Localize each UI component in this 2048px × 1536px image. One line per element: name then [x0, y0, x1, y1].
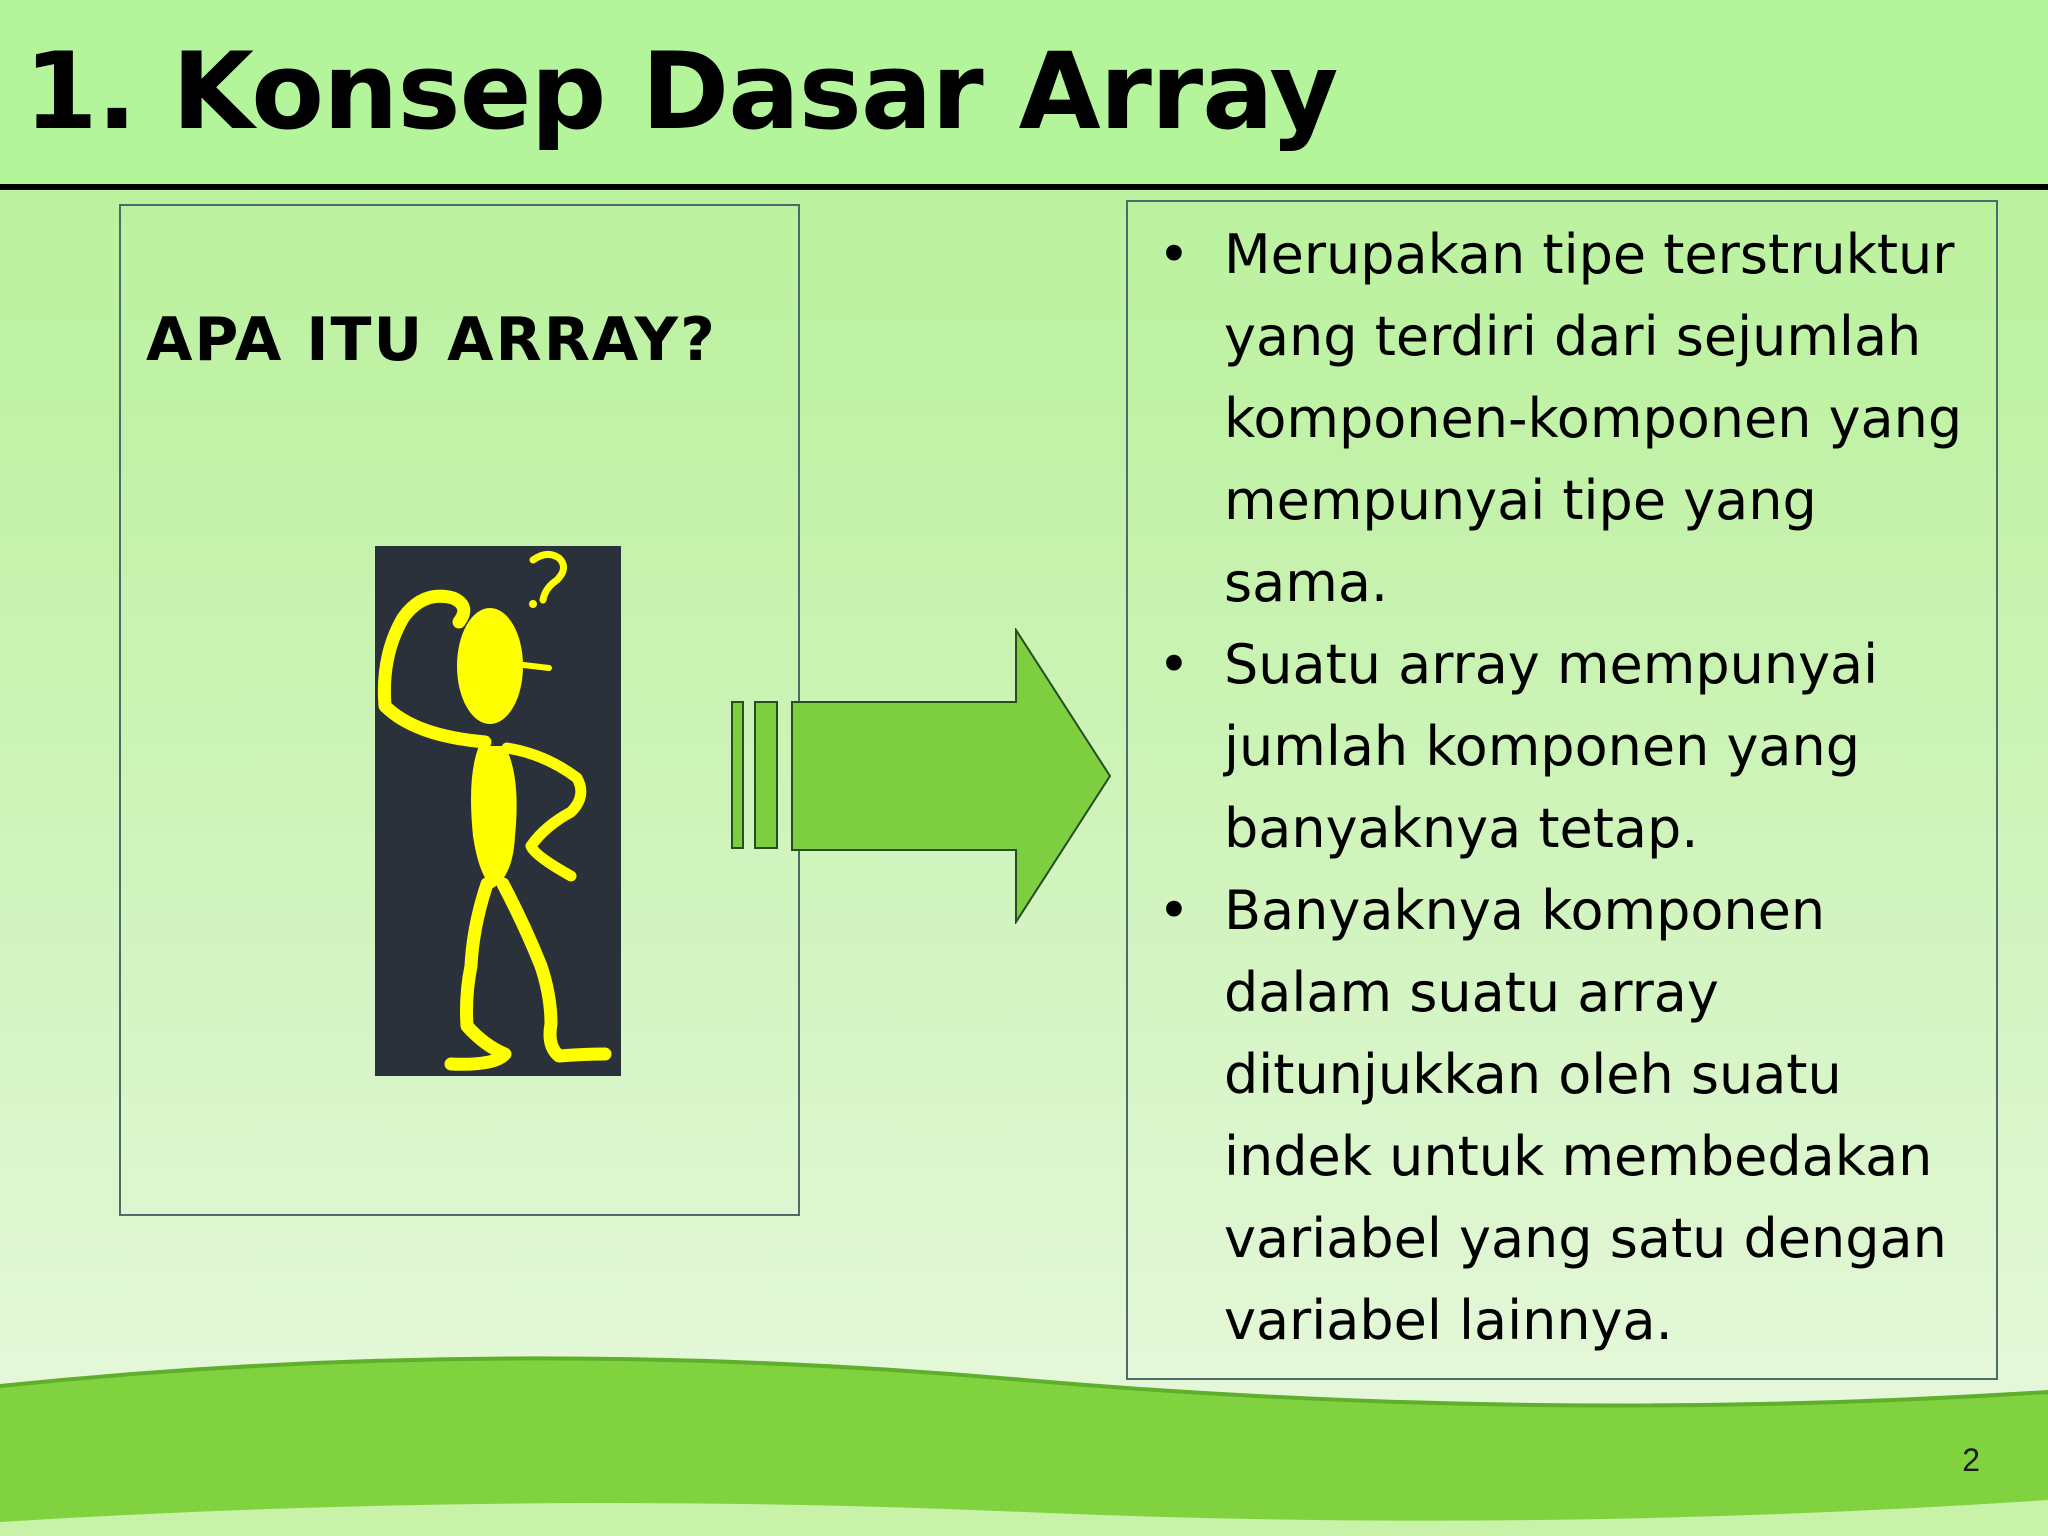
- footer-wave: [0, 1340, 2048, 1536]
- question-heading: APA ITU ARRAY?: [146, 305, 717, 375]
- bullet-item: [1140, 624, 1990, 870]
- bullet-dot-icon: •: [1158, 223, 1190, 286]
- bullet-item: [1140, 870, 1990, 1362]
- bullet-list: [1140, 214, 1990, 1362]
- bullet-text: Suatu array mempunyai jumlah komponen yang banyaknya tetap.: [1224, 633, 1879, 860]
- bullet-text: Merupakan tipe terstruktur yang terdiri dari sejumlah komponen-komponen yang mempunyai tipe yang sama.: [1224, 223, 1963, 614]
- bullet-text: Banyaknya komponen dalam suatu array ditunjukkan oleh suatu indek untuk membedakan variabel yang satu dengan variabel lainnya.: [1224, 879, 1947, 1352]
- slide-title: 1. Konsep Dasar Array: [24, 30, 1338, 153]
- right-arrow-icon: [730, 628, 1112, 924]
- title-divider: [0, 184, 2048, 190]
- confused-stick-figure-icon: [375, 546, 621, 1076]
- bullet-dot-icon: •: [1158, 879, 1190, 942]
- bullet-item: [1140, 214, 1990, 624]
- page-number: 2: [1962, 1442, 1980, 1478]
- bullet-dot-icon: •: [1158, 633, 1190, 696]
